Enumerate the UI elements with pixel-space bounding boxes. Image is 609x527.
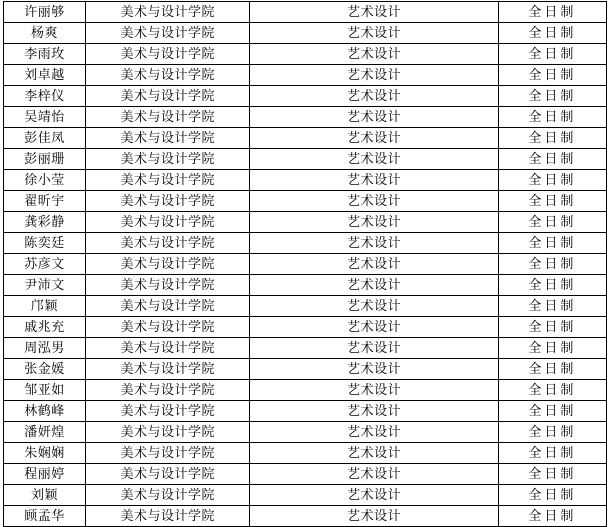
table-row [4, 359, 607, 380]
cell-mode: 全日制 [498, 338, 606, 359]
cell-name: 龚彩静 [4, 212, 86, 233]
cell-mode: 全日制 [498, 401, 606, 422]
cell-college: 美术与设计学院 [86, 23, 250, 44]
cell-major: 艺术设计 [250, 149, 498, 170]
cell-name: 潘妍煌 [4, 422, 86, 443]
cell-major: 艺术设计 [250, 422, 498, 443]
cell-mode: 全日制 [498, 2, 606, 23]
table-row [4, 44, 607, 65]
cell-name: 邝颖 [4, 296, 86, 317]
cell-name: 李梓仪 [4, 86, 86, 107]
cell-major: 艺术设计 [250, 485, 498, 506]
cell-mode: 全日制 [498, 422, 606, 443]
cell-college: 美术与设计学院 [86, 2, 250, 23]
cell-major: 艺术设计 [250, 443, 498, 464]
cell-name: 邹亚如 [4, 380, 86, 401]
cell-name: 周泓男 [4, 338, 86, 359]
cell-major: 艺术设计 [250, 359, 498, 380]
cell-college: 美术与设计学院 [86, 65, 250, 86]
cell-major: 艺术设计 [250, 2, 498, 23]
cell-college: 美术与设计学院 [86, 359, 250, 380]
cell-name: 彭丽珊 [4, 149, 86, 170]
table-row [4, 107, 607, 128]
table-row [4, 86, 607, 107]
table-row [4, 233, 607, 254]
table-row [4, 23, 607, 44]
cell-name: 尹沛文 [4, 275, 86, 296]
table-row [4, 464, 607, 485]
cell-college: 美术与设计学院 [86, 128, 250, 149]
cell-college: 美术与设计学院 [86, 338, 250, 359]
cell-college: 美术与设计学院 [86, 254, 250, 275]
cell-mode: 全日制 [498, 380, 606, 401]
cell-name: 刘卓越 [4, 65, 86, 86]
table-row [4, 443, 607, 464]
cell-major: 艺术设计 [250, 401, 498, 422]
cell-major: 艺术设计 [250, 86, 498, 107]
cell-major: 艺术设计 [250, 275, 498, 296]
cell-name: 程丽婷 [4, 464, 86, 485]
cell-college: 美术与设计学院 [86, 464, 250, 485]
table-row [4, 401, 607, 422]
table-row [4, 65, 607, 86]
cell-college: 美术与设计学院 [86, 443, 250, 464]
cell-major: 艺术设计 [250, 65, 498, 86]
table-row [4, 254, 607, 275]
table-row [4, 170, 607, 191]
cell-college: 美术与设计学院 [86, 401, 250, 422]
cell-college: 美术与设计学院 [86, 191, 250, 212]
cell-major: 艺术设计 [250, 380, 498, 401]
cell-name: 林鹤峰 [4, 401, 86, 422]
cell-mode: 全日制 [498, 44, 606, 65]
table-row [4, 485, 607, 506]
table-row [4, 2, 607, 23]
cell-college: 美术与设计学院 [86, 317, 250, 338]
cell-major: 艺术设计 [250, 464, 498, 485]
cell-mode: 全日制 [498, 170, 606, 191]
cell-mode: 全日制 [498, 65, 606, 86]
cell-mode: 全日制 [498, 296, 606, 317]
cell-mode: 全日制 [498, 149, 606, 170]
cell-college: 美术与设计学院 [86, 233, 250, 254]
cell-mode: 全日制 [498, 86, 606, 107]
cell-major: 艺术设计 [250, 233, 498, 254]
cell-name: 戚兆充 [4, 317, 86, 338]
cell-mode: 全日制 [498, 23, 606, 44]
cell-major: 艺术设计 [250, 191, 498, 212]
document-page [0, 1, 609, 523]
cell-mode: 全日制 [498, 464, 606, 485]
cell-mode: 全日制 [498, 107, 606, 128]
table-row [4, 296, 607, 317]
cell-college: 美术与设计学院 [86, 44, 250, 65]
cell-college: 美术与设计学院 [86, 485, 250, 506]
cell-mode: 全日制 [498, 233, 606, 254]
cell-major: 艺术设计 [250, 170, 498, 191]
cell-college: 美术与设计学院 [86, 86, 250, 107]
cell-mode: 全日制 [498, 443, 606, 464]
cell-name: 杨爽 [4, 23, 86, 44]
cell-mode: 全日制 [498, 191, 606, 212]
cell-name: 徐小莹 [4, 170, 86, 191]
cell-major: 艺术设计 [250, 128, 498, 149]
cell-mode: 全日制 [498, 506, 606, 527]
cell-college: 美术与设计学院 [86, 380, 250, 401]
cell-college: 美术与设计学院 [86, 506, 250, 527]
cell-name: 苏彦文 [4, 254, 86, 275]
cell-mode: 全日制 [498, 485, 606, 506]
cell-college: 美术与设计学院 [86, 149, 250, 170]
table-row [4, 191, 607, 212]
cell-name: 陈奕廷 [4, 233, 86, 254]
cell-major: 艺术设计 [250, 296, 498, 317]
cell-college: 美术与设计学院 [86, 212, 250, 233]
cell-college: 美术与设计学院 [86, 296, 250, 317]
cell-major: 艺术设计 [250, 44, 498, 65]
table-row [4, 506, 607, 527]
table-row [4, 380, 607, 401]
cell-name: 翟昕宇 [4, 191, 86, 212]
table-row [4, 149, 607, 170]
table-row [4, 275, 607, 296]
cell-major: 艺术设计 [250, 317, 498, 338]
cell-mode: 全日制 [498, 254, 606, 275]
cell-major: 艺术设计 [250, 254, 498, 275]
cell-mode: 全日制 [498, 359, 606, 380]
roster-table-body [4, 2, 607, 527]
roster-table [3, 1, 607, 527]
cell-name: 顾孟华 [4, 506, 86, 527]
cell-major: 艺术设计 [250, 212, 498, 233]
cell-major: 艺术设计 [250, 506, 498, 527]
table-row [4, 422, 607, 443]
cell-college: 美术与设计学院 [86, 422, 250, 443]
cell-major: 艺术设计 [250, 23, 498, 44]
cell-name: 张金媛 [4, 359, 86, 380]
cell-college: 美术与设计学院 [86, 107, 250, 128]
cell-major: 艺术设计 [250, 107, 498, 128]
table-row [4, 338, 607, 359]
table-row [4, 317, 607, 338]
cell-mode: 全日制 [498, 212, 606, 233]
table-row [4, 212, 607, 233]
table-row [4, 128, 607, 149]
cell-college: 美术与设计学院 [86, 275, 250, 296]
cell-mode: 全日制 [498, 128, 606, 149]
cell-name: 李雨玫 [4, 44, 86, 65]
cell-mode: 全日制 [498, 275, 606, 296]
cell-mode: 全日制 [498, 317, 606, 338]
cell-college: 美术与设计学院 [86, 170, 250, 191]
cell-name: 彭佳凤 [4, 128, 86, 149]
cell-major: 艺术设计 [250, 338, 498, 359]
cell-name: 吴靖怡 [4, 107, 86, 128]
cell-name: 朱娴娴 [4, 443, 86, 464]
cell-name: 刘颖 [4, 485, 86, 506]
cell-name: 许丽够 [4, 2, 86, 23]
